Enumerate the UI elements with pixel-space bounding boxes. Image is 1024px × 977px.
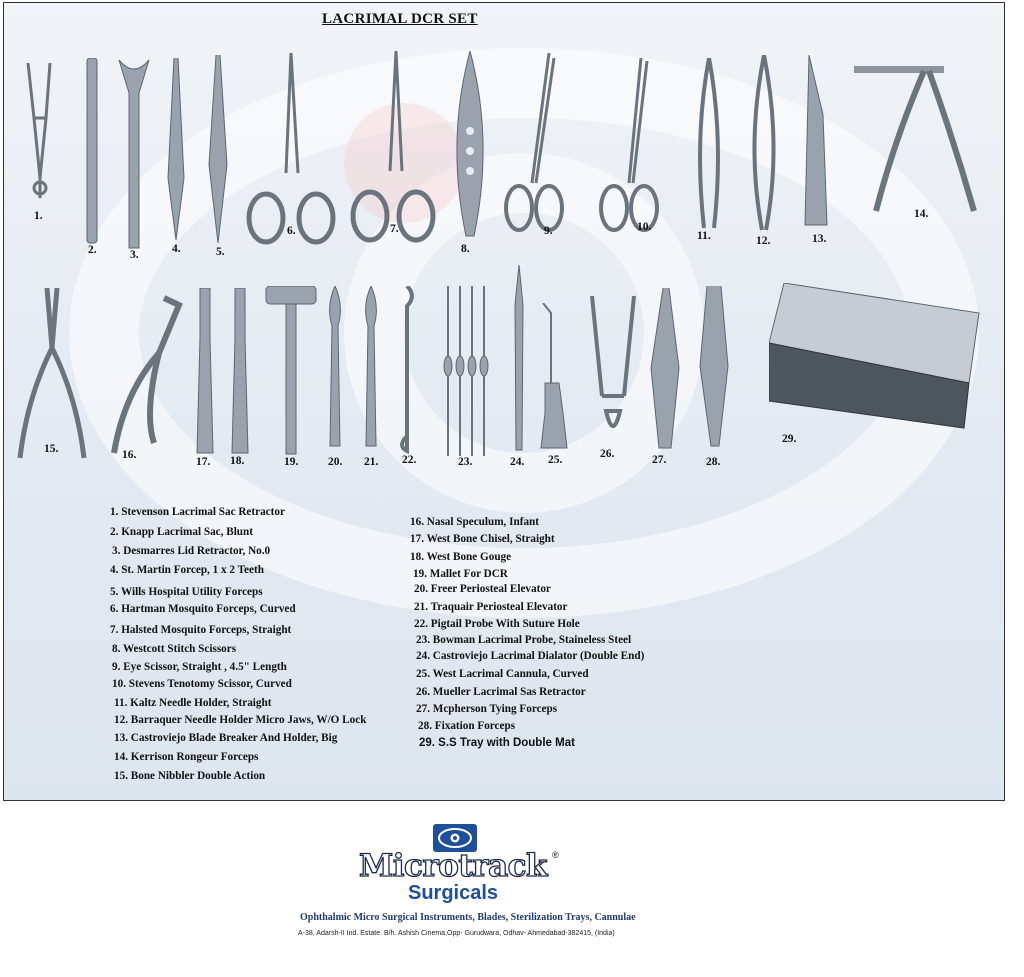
instrument-number: 29. bbox=[782, 433, 797, 445]
instrument-29-ss-tray bbox=[769, 283, 984, 431]
instrument-number: 2. bbox=[88, 244, 97, 256]
registered-mark: ® bbox=[552, 850, 559, 860]
instrument-1-retractor bbox=[20, 58, 60, 208]
list-item: 25. West Lacrimal Cannula, Curved bbox=[416, 668, 589, 680]
instrument-28-fixation-forceps bbox=[697, 286, 731, 451]
instrument-number: 18. bbox=[230, 455, 245, 467]
instrument-22-pigtail-probe bbox=[392, 286, 422, 456]
brand-name: Microtrack bbox=[358, 848, 548, 884]
instrument-number: 19. bbox=[284, 456, 299, 468]
instrument-25-lacrimal-cannula bbox=[537, 303, 573, 453]
instrument-number: 9. bbox=[544, 225, 553, 237]
instrument-number: 6. bbox=[287, 225, 296, 237]
page-title: LACRIMAL DCR SET bbox=[322, 11, 478, 27]
list-item: 9. Eye Scissor, Straight , 4.5" Length bbox=[112, 661, 287, 673]
instrument-number: 28. bbox=[706, 456, 721, 468]
instrument-number: 3. bbox=[130, 249, 139, 261]
instrument-number: 21. bbox=[364, 456, 379, 468]
list-item: 21. Traquair Periosteal Elevator bbox=[414, 601, 568, 613]
instrument-14-kerrison-rongeur bbox=[854, 61, 984, 221]
instrument-6-mosquito-forceps bbox=[246, 53, 336, 248]
instrument-27-tying-forceps bbox=[647, 288, 683, 453]
list-item: 2. Knapp Lacrimal Sac, Blunt bbox=[110, 526, 253, 538]
instrument-20-freer-elevator bbox=[324, 286, 346, 456]
list-item: 6. Hartman Mosquito Forceps, Curved bbox=[110, 603, 296, 615]
sub-brand: Surgicals bbox=[408, 882, 499, 904]
list-item: 16. Nasal Speculum, Infant bbox=[410, 516, 539, 528]
instrument-number: 5. bbox=[216, 246, 225, 258]
instrument-24-lacrimal-dilator bbox=[512, 265, 526, 455]
instrument-21-traquair-elevator bbox=[360, 286, 382, 456]
instrument-number: 14. bbox=[914, 208, 929, 220]
instrument-number: 27. bbox=[652, 454, 667, 466]
instrument-number: 11. bbox=[697, 230, 711, 242]
list-item: 18. West Bone Gouge bbox=[410, 551, 512, 563]
list-item: 24. Castroviejo Lacrimal Dialator (Double End) bbox=[416, 650, 645, 662]
list-item: 28. Fixation Forceps bbox=[418, 720, 516, 732]
list-item: 19. Mallet For DCR bbox=[413, 568, 508, 580]
instrument-15-bone-nibbler bbox=[12, 288, 92, 463]
list-item: 14. Kerrison Rongeur Forceps bbox=[114, 751, 259, 763]
instrument-7-mosquito-forceps bbox=[348, 51, 438, 246]
list-item: 12. Barraquer Needle Holder Micro Jaws, W/O Lock bbox=[114, 714, 367, 726]
list-item: 5. Wills Hospital Utility Forceps bbox=[110, 586, 263, 598]
instrument-number: 10. bbox=[637, 221, 652, 233]
instrument-number: 26. bbox=[600, 448, 615, 460]
instrument-11-needle-holder bbox=[694, 58, 724, 233]
instrument-2-sac-retractor bbox=[82, 58, 102, 248]
company-address: A-38, Adarsh-II Ind. Estate. B/h. Ashish Cinema,Opp- Gurudwara, Odhav- Ahmedabad-382415, (India) bbox=[298, 930, 615, 937]
instrument-number: 23. bbox=[458, 456, 473, 468]
instrument-17-bone-chisel bbox=[194, 288, 216, 458]
instrument-number: 1. bbox=[34, 210, 43, 222]
list-item: 11. Kaltz Needle Holder, Straight bbox=[114, 697, 272, 709]
instrument-number: 20. bbox=[328, 456, 343, 468]
list-item: 23. Bowman Lacrimal Probe, Staineless Steel bbox=[416, 634, 632, 646]
instrument-16-nasal-speculum bbox=[104, 293, 184, 458]
list-item: 8. Westcott Stitch Scissors bbox=[112, 643, 237, 655]
instrument-5-forceps bbox=[206, 55, 230, 245]
instrument-23-bowman-probes bbox=[442, 286, 492, 456]
instrument-number: 7. bbox=[390, 223, 399, 235]
list-item: 7. Halsted Mosquito Forceps, Straight bbox=[110, 624, 292, 636]
instrument-12-barraquer-holder bbox=[744, 55, 784, 235]
instrument-number: 25. bbox=[548, 454, 563, 466]
catalog-sheet bbox=[3, 2, 1005, 801]
instrument-number: 24. bbox=[510, 456, 525, 468]
list-item: 4. St. Martin Forcep, 1 x 2 Teeth bbox=[110, 564, 264, 576]
list-item: 13. Castroviejo Blade Breaker And Holder, Big bbox=[114, 732, 338, 744]
instrument-19-mallet bbox=[264, 286, 319, 456]
instrument-number: 13. bbox=[812, 233, 827, 245]
instrument-18-bone-gouge bbox=[229, 288, 251, 458]
instrument-number: 17. bbox=[196, 456, 211, 468]
instrument-number: 15. bbox=[44, 443, 59, 455]
list-item: 29. S.S Tray with Double Mat bbox=[419, 737, 575, 749]
instrument-4-forceps bbox=[164, 58, 188, 243]
instrument-10-tenotomy-scissor bbox=[599, 58, 659, 238]
instrument-number: 12. bbox=[756, 235, 771, 247]
list-item: 20. Freer Periosteal Elevator bbox=[414, 583, 551, 595]
list-item: 17. West Bone Chisel, Straight bbox=[410, 533, 555, 545]
company-tagline: Ophthalmic Micro Surgical Instruments, Blades, Sterilization Trays, Cannulae bbox=[300, 912, 636, 923]
list-item: 3. Desmarres Lid Retractor, No.0 bbox=[112, 545, 271, 557]
list-item: 22. Pigtail Probe With Suture Hole bbox=[414, 618, 580, 630]
instrument-9-eye-scissor bbox=[504, 53, 564, 238]
list-item: 1. Stevenson Lacrimal Sac Retractor bbox=[110, 506, 285, 518]
instrument-26-mueller-retractor bbox=[582, 296, 644, 446]
list-item: 15. Bone Nibbler Double Action bbox=[114, 770, 266, 782]
instrument-3-lid-retractor bbox=[117, 58, 151, 253]
list-item: 10. Stevens Tenotomy Scissor, Curved bbox=[112, 678, 292, 690]
instrument-number: 16. bbox=[122, 449, 137, 461]
instrument-8-westcott-scissors bbox=[444, 51, 496, 241]
instrument-number: 22. bbox=[402, 454, 417, 466]
instrument-number: 4. bbox=[172, 243, 181, 255]
instrument-number: 8. bbox=[461, 243, 470, 255]
list-item: 26. Mueller Lacrimal Sas Retractor bbox=[416, 686, 586, 698]
list-item: 27. Mcpherson Tying Forceps bbox=[416, 703, 558, 715]
instrument-13-blade-breaker bbox=[797, 55, 837, 230]
